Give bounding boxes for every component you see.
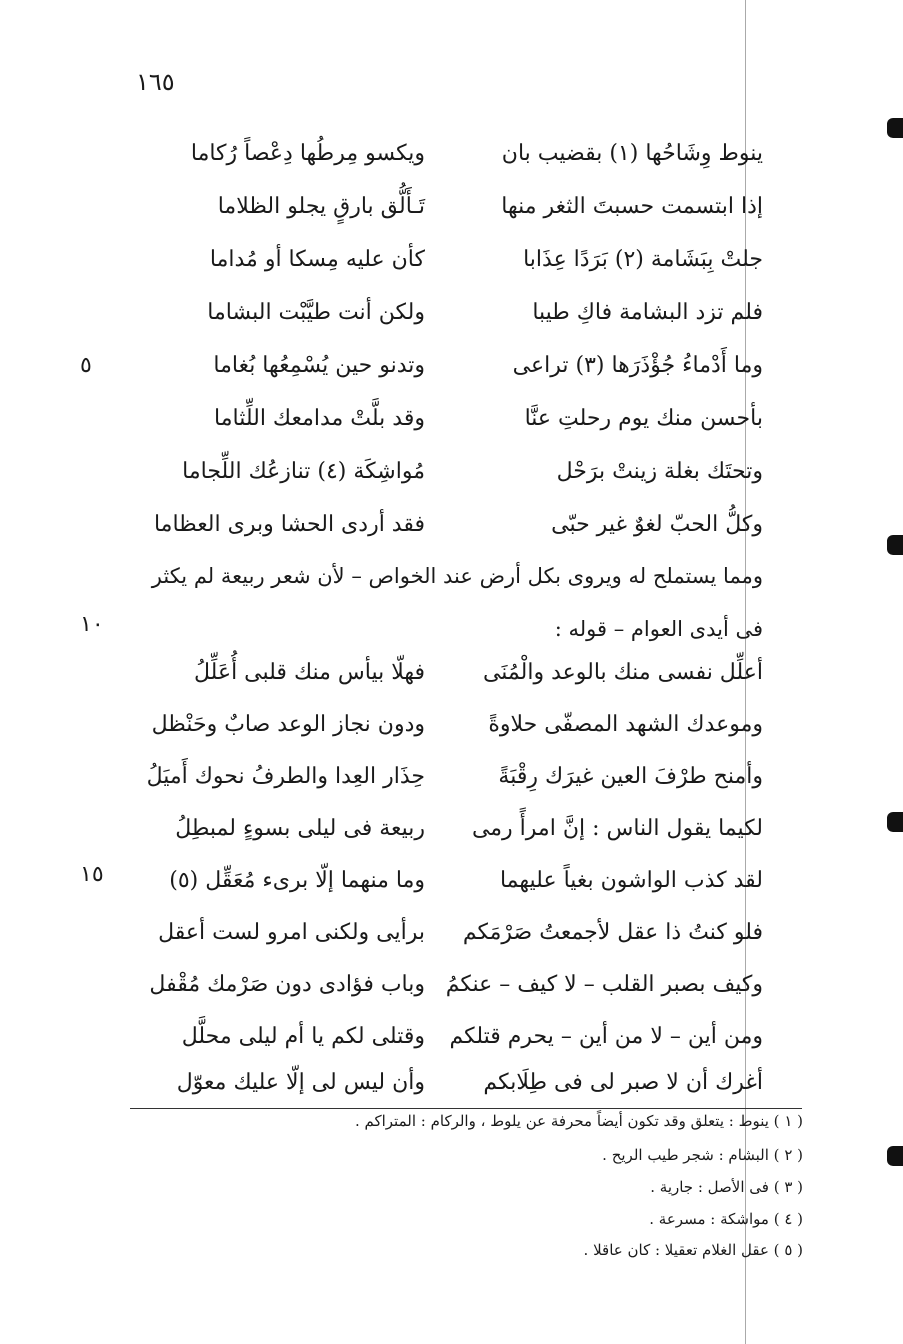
footnote: ( ١ ) ينوط : يتعلق وقد تكون أيضاً محرفة عن يلوط ، والركام : المتراكم . bbox=[354, 1112, 803, 1130]
verse-second-hemistich: وقتلى لكم يا أم ليلى محلَّل bbox=[181, 1024, 425, 1049]
verse-first-hemistich: فلم تزد البشامة فاكِ طيبا bbox=[532, 300, 763, 325]
footnote: ( ٤ ) مواشكة : مسرعة . bbox=[649, 1210, 803, 1228]
verse-first-hemistich: بأحسن منك يوم رحلتِ عنَّا bbox=[524, 406, 763, 431]
verse-second-hemistich: مُواشِكَة (٤) تنازعُك اللِّجاما bbox=[182, 459, 425, 484]
verse-first-hemistich: فلو كنتُ ذا عقل لأجمعتُ صَرْمَكم bbox=[462, 920, 763, 945]
margin-mark bbox=[887, 535, 903, 555]
prose-line: ومما يستملح له ويروى بكل أرض عند الخواص – لأن شعر ربيعة لم يكثر bbox=[151, 564, 763, 588]
verse-first-hemistich: ومن أين – لا من أين – يحرم قتلكم bbox=[449, 1024, 763, 1049]
verse-second-hemistich: فقد أردى الحشا وبرى العظاما bbox=[153, 512, 425, 537]
verse-second-hemistich: فهلّا بيأس منك قلبى أُعَلِّلُ bbox=[194, 660, 425, 685]
margin-mark bbox=[887, 118, 903, 138]
page-number: ١٦٥ bbox=[136, 68, 175, 96]
prose-line: فى أيدى العوام – قوله : bbox=[554, 617, 763, 641]
verse-second-hemistich: برأيى ولكنى امرو لست أعقل bbox=[158, 920, 425, 945]
verse-second-hemistich: وباب فؤادى دون صَرْمك مُقْفل bbox=[149, 972, 425, 997]
footnote: ( ٥ ) عقل الغلام تعقيلا : كان عاقلا . bbox=[583, 1241, 803, 1259]
margin-mark bbox=[887, 812, 903, 832]
verse-second-hemistich: ربيعة فى ليلى بسوءٍ لمبطِلُ bbox=[175, 816, 425, 841]
verse-first-hemistich: أغرك أن لا صبر لى فى طِلَابكم bbox=[483, 1070, 763, 1095]
footnote: ( ٣ ) فى الأصل : جارية . bbox=[650, 1178, 803, 1196]
verse-second-hemistich: وما منهما إلّا برىء مُعَقِّل (٥) bbox=[169, 868, 425, 893]
verse-first-hemistich: وأمنح طرْفَ العين غيرَك رِقْبَةً bbox=[498, 764, 763, 789]
verse-first-hemistich: وتحتَك بغلة زينتْ برَحْل bbox=[556, 459, 763, 484]
verse-first-hemistich: إذا ابتسمت حسبتَ الثغر منها bbox=[501, 194, 763, 219]
verse-second-hemistich: وأن ليس لى إلّا عليك معوّل bbox=[176, 1070, 425, 1095]
footnote-divider bbox=[130, 1108, 802, 1109]
verse-first-hemistich: وكلُّ الحبّ لغوٌ غير حبّى bbox=[551, 512, 763, 537]
verse-first-hemistich: وكيف بصبر القلب – لا كيف – عنكمُ bbox=[445, 972, 763, 997]
verse-first-hemistich: لقد كذب الواشون بغياً عليهما bbox=[499, 868, 763, 893]
verse-second-hemistich: كأن عليه مِسكا أو مُداما bbox=[209, 247, 425, 272]
verse-second-hemistich: ودون نجاز الوعد صابٌ وحَنْظل bbox=[151, 712, 425, 737]
verse-first-hemistich: وموعدك الشهد المصفّى حلاوةً bbox=[488, 712, 763, 737]
line-number-marker: ٥ bbox=[80, 353, 92, 378]
footnote: ( ٢ ) البشام : شجر طيب الريح . bbox=[602, 1146, 803, 1164]
verse-first-hemistich: وما أَدْماءُ جُؤْذَرَها (٣) تراعى bbox=[512, 353, 763, 378]
verse-second-hemistich: حِذَار العِدا والطرفُ نحوك أَميَلُ bbox=[146, 764, 425, 789]
line-number-marker: ١٥ bbox=[80, 862, 104, 887]
verse-first-hemistich: جلتْ بِبَشَامة (٢) بَرَدًا عِذَابا bbox=[523, 247, 763, 272]
verse-second-hemistich: تَـأَلُّق بارقٍ يجلو الظلاما bbox=[217, 194, 425, 219]
verse-first-hemistich: أعلِّل نفسى منك بالوعد والْمُنَى bbox=[482, 660, 763, 685]
line-number-marker: ١٠ bbox=[80, 612, 104, 637]
margin-mark bbox=[887, 1146, 903, 1166]
verse-second-hemistich: ويكسو مِرطُها دِعْصاً رُكاما bbox=[190, 141, 425, 166]
verse-second-hemistich: وتدنو حين يُسْمِعُها بُغاما bbox=[213, 353, 425, 378]
verse-first-hemistich: لكيما يقول الناس : إنَّ امرأً رمى bbox=[471, 816, 763, 841]
verse-first-hemistich: ينوط وِشَاحُها (١) بقضيب بان bbox=[501, 141, 763, 166]
verse-second-hemistich: ولكن أنت طيَّبْت البشاما bbox=[207, 300, 425, 325]
verse-second-hemistich: وقد بلَّتْ مدامعك اللِّثاما bbox=[214, 406, 425, 431]
